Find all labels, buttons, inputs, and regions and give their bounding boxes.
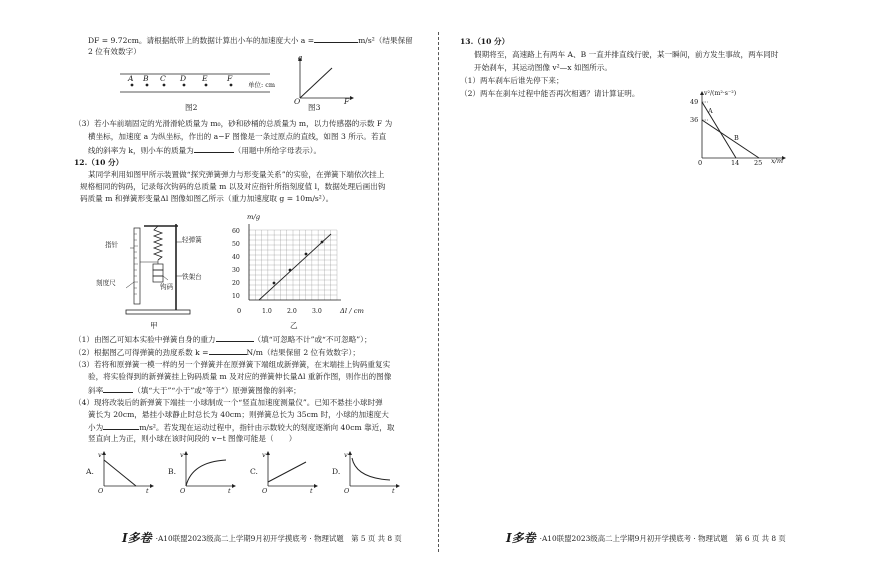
v2-xtick-25: 25 xyxy=(754,159,763,167)
label-pointer: 指针 xyxy=(105,241,119,249)
left-footer xyxy=(122,529,402,548)
q12-intro1: 某同学利用如图甲所示装置做“探究弹簧弹力与形变量关系”的实验，在弹簧下端依次挂上 xyxy=(88,170,385,179)
q13-line1: 假期将至，高速路上有两车 A、B 一直并排直线行驶，某一瞬间，前方发生事故，两车同时 xyxy=(474,50,779,59)
fig3-x-label: F xyxy=(344,97,350,106)
opt-b-t: t xyxy=(228,487,231,495)
data-point xyxy=(289,269,292,272)
v2-ytick-49: 49 xyxy=(690,98,699,106)
right-page xyxy=(440,0,870,580)
tape-label-c: C xyxy=(160,74,166,83)
option-a-label[interactable]: A. xyxy=(86,467,94,476)
opt-b-v: v xyxy=(180,451,184,459)
option-c-label[interactable]: C. xyxy=(250,467,258,476)
opt-c-o: O xyxy=(262,487,268,495)
label-stand: 铁架台 xyxy=(182,273,202,281)
q12-intro2: 规格相同的钩码，记录每次钩码的总质量 m 以及对应指针所指刻度值 l，数据处理后画出钩 xyxy=(80,182,386,191)
ytick-30: 30 xyxy=(232,267,240,274)
fig3-origin: O xyxy=(294,97,301,106)
fig3-y-label: a xyxy=(298,53,303,62)
q12-3-line3: 斜率 （填“大于”“小于”或“等于”）原弹簧图像的斜率； xyxy=(88,386,301,395)
q12-3-line2: 验，将实验得到的新弹簧挂上钩码质量 m 及对应的弹簧伸长量Δl 重新作图，则作出的图像 xyxy=(88,372,392,381)
fig-jia-caption: 甲 xyxy=(150,321,158,330)
q13-header: 13.（10 分） xyxy=(460,37,510,46)
q12-4-line2: 簧长为 20cm，悬挂小球静止时总长为 40cm；则弹簧总长为 35cm 时，小球的加速度大 xyxy=(88,410,389,419)
spring-coil xyxy=(154,226,162,260)
opt-b-o: O xyxy=(180,487,186,495)
line-b xyxy=(702,120,759,158)
tape-label-d: D xyxy=(180,74,187,83)
q12-intro3: 码质量 m 和弹簧形变量Δl 图像如图乙所示（重力加速度取 g = 10m/s²）。 xyxy=(80,194,334,203)
data-point xyxy=(273,282,276,285)
q12-2: （2）根据图乙可得弹簧的劲度系数 k = N/m（结果保留 2 位有效数字）； xyxy=(74,348,360,357)
xtick-2: 2.0 xyxy=(287,308,297,315)
line-a-label: A xyxy=(708,107,713,115)
graph-origin: 0 xyxy=(237,307,242,315)
opt-d-o: O xyxy=(344,487,350,495)
fig-yi-caption: 乙 xyxy=(290,321,298,330)
v2-xtick-14: 14 xyxy=(731,159,740,167)
tape-label-a: A xyxy=(128,74,134,83)
v2-xlabel: x/m xyxy=(771,157,784,165)
ytick-60: 60 xyxy=(232,228,240,235)
q12-1: （1）由图乙可知本实验中弹簧自身的重力 （填“可忽略不计”或“不可忽略”）； xyxy=(74,335,372,344)
tape-label-b: B xyxy=(143,74,149,83)
q12-4-line3: 小为 m/s²。若发现在运动过程中，指针由示数较大的刻度逐渐向 40cm 靠近，取 xyxy=(88,423,395,432)
q11-2-line1 xyxy=(88,34,413,47)
graph-xlabel: Δl / cm xyxy=(340,307,364,315)
q11-3-line2: 横坐标，加速度 a 为纵坐标，作出的 a−F 图像是一条过原点的直线，如图 3 所示。若直 xyxy=(88,132,387,141)
publisher-logo-right: I多卷 xyxy=(506,531,536,545)
opt-a-v: v xyxy=(98,451,102,459)
page-divider xyxy=(438,32,439,552)
spring-apparatus-figure xyxy=(120,218,210,318)
publisher-logo: I多卷 xyxy=(122,531,152,545)
left-footer-text: ·A10联盟2023级高二上学期9月初开学摸底考 · 物理试题 第 5 页 共 8 页 xyxy=(155,533,402,543)
q12-header: 12.（10 分） xyxy=(74,158,124,167)
right-footer xyxy=(506,529,786,548)
q12-3-blank xyxy=(103,384,133,393)
fig3-af-graph xyxy=(292,58,352,102)
q13-line2: 开始刹车，其运动图像 v²—x 如图所示。 xyxy=(474,63,612,72)
v2-ytick-36: 36 xyxy=(690,116,699,124)
q13-1: （1）两车刹车后谁先停下来； xyxy=(460,76,564,85)
opt-c-t: t xyxy=(310,487,313,495)
fig2-caption: 图2 xyxy=(185,103,198,112)
tape-unit: 单位: cm xyxy=(248,81,276,89)
q11-3-line1: （3）若小车前端固定的光滑滑轮质量为 m₀，砂和砂桶的总质量为 m，以力传感器的示数 F 为 xyxy=(74,119,393,128)
option-b-label[interactable]: B. xyxy=(168,467,176,476)
q12-2-blank xyxy=(209,346,247,355)
opt-a-t: t xyxy=(146,487,149,495)
opt-d-v: v xyxy=(344,451,348,459)
right-footer-text: ·A10联盟2023级高二上学期9月初开学摸底考 · 物理试题 第 6 页 共 8 页 xyxy=(539,533,786,543)
label-ruler: 刻度尺 xyxy=(96,279,116,287)
q12-4-line1: （4）现将改装后的新弹簧下端挂一小球制成一个“竖直加速度测量仪”。已知不悬挂小球时弹 xyxy=(74,398,383,407)
q12-4-blank xyxy=(103,421,139,430)
option-d-label[interactable]: D. xyxy=(332,467,341,476)
xtick-1: 1.0 xyxy=(262,308,272,315)
q11-intro-text: DF = 9.72cm。请根据纸带上的数据计算出小车的加速度大小 a = xyxy=(88,36,315,45)
q11-mass-blank xyxy=(194,144,234,153)
line-b-label: B xyxy=(734,134,739,142)
v2-origin: 0 xyxy=(698,159,703,167)
tape-label-e: E xyxy=(202,74,208,83)
opt-a-o: O xyxy=(98,487,104,495)
xtick-3: 3.0 xyxy=(312,308,322,315)
q13-2: （2）两车在刹车过程中能否再次相遇？请计算证明。 xyxy=(460,89,640,98)
ytick-20: 20 xyxy=(232,280,240,287)
q12-1-blank xyxy=(216,333,254,342)
q12-3-line1: （3）若将和原弹簧一模一样的另一个弹簧并在原弹簧下端组成新弹簧，在末端挂上钩码重复实 xyxy=(74,360,391,369)
v2-x-graph xyxy=(698,92,788,164)
q12-4-line4: 竖直向上为正，则小球在该时间段的 v−t 图像可能是（ ） xyxy=(88,434,297,443)
tape-label-f: F xyxy=(227,74,233,83)
data-point xyxy=(305,253,308,256)
fig3-caption: 图3 xyxy=(308,103,321,112)
label-hook: 钩码 xyxy=(160,283,174,291)
m-dl-graph xyxy=(243,226,343,306)
q11-sigfig: 2 位有效数字） xyxy=(88,47,141,56)
v2-ylabel: v²/(m²·s⁻²) xyxy=(704,90,737,97)
ytick-50: 50 xyxy=(232,241,240,248)
graph-ylabel: m/g xyxy=(247,213,261,221)
q11-answer-blank xyxy=(314,34,358,43)
ytick-10: 10 xyxy=(232,293,240,300)
opt-d-t: t xyxy=(392,487,395,495)
opt-c-v: v xyxy=(262,451,266,459)
q11-3-line3: 线的斜率为 k，则小车的质量为 （用题中所给字母表示）。 xyxy=(88,146,322,155)
data-point xyxy=(321,241,324,244)
q11-unit-note: m/s²（结果保留 xyxy=(358,36,413,45)
label-spring: 轻弹簧 xyxy=(182,236,202,244)
ytick-40: 40 xyxy=(232,254,240,261)
